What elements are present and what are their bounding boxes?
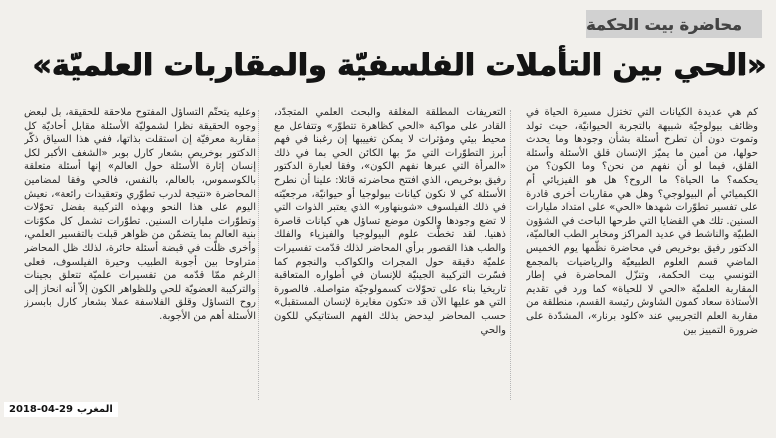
kicker-label: محاضرة بيت الحكمة	[586, 14, 742, 34]
column-divider	[510, 110, 511, 400]
article-headline: «الحي بين التأملات الفلسفيّة والمقاربات العلميّة»	[32, 48, 766, 83]
article-column-2: التعريفات المطلقة المغلقة والبحث العلمي المتجدّد، القادر على مواكبة «الحي كظاهرة تتطوّر» وتتفاعل مع محيط بيئي ومؤثرات لا يمكن تغييبها إن رغبنا في فهم أبرز التطوّرات التي مرّ بها الكائن الحي بما في ذلك «المرأة التي عبرها نفهم الكون»، وفقا لعبارة الدكتور رفيق بوخريص، الذي افتتح محاضرته قائلا: علينا أن نطرح الأسئلة كي لا نكون كيانات بيولوجيا أو حيوانيّة، مرجعيّته في ذلك الفيلسوف «شوبنهاور» الذي يعتبر الذوات التي لا تضع وجودها والكون موضع تساؤل هي كيانات قاصرة ذهنيا. لقد تخطّت علوم البيولوجيا والفيزياء والفلك والطب هذا القصور برأي المحاضر لذلك قدّمت تفسيرات علميّة دقيقة حول المجرات والكواكب والنجوم كما فسّرت التركيبة الجينيّة للإنسان في أطواره المتعاقبة تاريخيا بناء على تحوّلات كسمولوجيّة متواصلة. فالصورة التي هو عليها الآن قد «تكون مغايرة لإنسان المستقبل» حسب المحاضر ليدحض بذلك الفهم الستاتيكي للكون والحي	[274, 107, 506, 336]
article-column-3: وعليه يتحتّم التساؤل المفتوح ملاحقة للحقيقة، بل لبعض وجوه الحقيقة نظرا لشموليّة الأسئلة مقابل أحاديّة كل مقاربة معرفيّة إن استقلت بذاتها، ففي هذا السياق ذكّر الدكتور بوخريص بشعار كارل بوبر «الشغف الأكبر لكل إنسان إثارة الأسئلة حول العالم» إنها أسئلة متعلقة بالكوسموس، بالعالم، بالنفس، فالحي وفقا لمضامين المحاضرة «نتيجة لدرب تطوّري وتعقيدات رائعة»، نعيش اليوم على هذا النحو وبهذه التركيبة بفضل تحوّلات وتطوّرات مليارات السنين. تطوّرات تشمل كل مكوّنات بنية العالم بما يتضمّن من ظواهر قبلت بالتفسير العلمي، وأخرى ظلّت في قبضة أسئلة حائرة، لذلك ظل المحاضر متراوحا بين أجوبة الطبيب وحيرة الفيلسوف، فعلى الرغم ممّا قدّمه من تفسيرات علميّة تتعلق بجينات والتركيبة العضويّة للحي وللظواهر الكون إلاّ أنه انحاز إلى روح التساؤل وقلق الفلاسفة عملا بشعار كارل بابسرز الأسئلة أهم من الأجوبة.	[24, 107, 256, 322]
column-divider	[258, 110, 259, 400]
section-kicker	[586, 10, 762, 38]
source-tag	[4, 402, 118, 417]
newspaper-name: المغرب	[76, 404, 113, 415]
article-column-1: كم هي عديدة الكيانات التي تختزل مسيرة الحياة في وظائف بيولوجيّة شبيهة بالتجربة الحيوانيّة، حيث تولد وتموت دون أن تطرح أسئلة بشأن وجودها وما يحدث حولها، من أمين ما يميّز الإنسان قلق الأسئلة وأسئلة القلق، فيما لو أن نفهم من نحن؟ وما الكون؟ من يحكمه؟ ما الحياة؟ ما الروح؟ هل هو الفيزيائي أم الكيميائي أم البيولوجي؟ وهل هي مقاربات أخرى قادرة على تفسير تطوّرات شهدها «الحي» على امتداد مليارات السنين. تلك هي القضايا التي طرحها الباحث في الشؤون الطبيّة والناشط في عديد المراكز ومخابر الطب العالميّة، الدكتور رفيق بوخريص في محاضرة نظّمها يوم الخميس الماضي قسم العلوم الطبيعيّة والرياضيات بالمجمع التونسي بيت الحكمة، وتنزّل المحاضرة في إطار المقاربة العلميّة «الحي لا للحياة» كما ورد في تقديم الأستاذة سعاد كمون الشاوش رئيسة القسم، منطلقة من مقاربة العلم التجريبي عند «كلود برنار»، المشدّدة على ضرورة التمييز بين	[526, 107, 758, 336]
publication-date: 2018-04-29	[9, 404, 73, 415]
